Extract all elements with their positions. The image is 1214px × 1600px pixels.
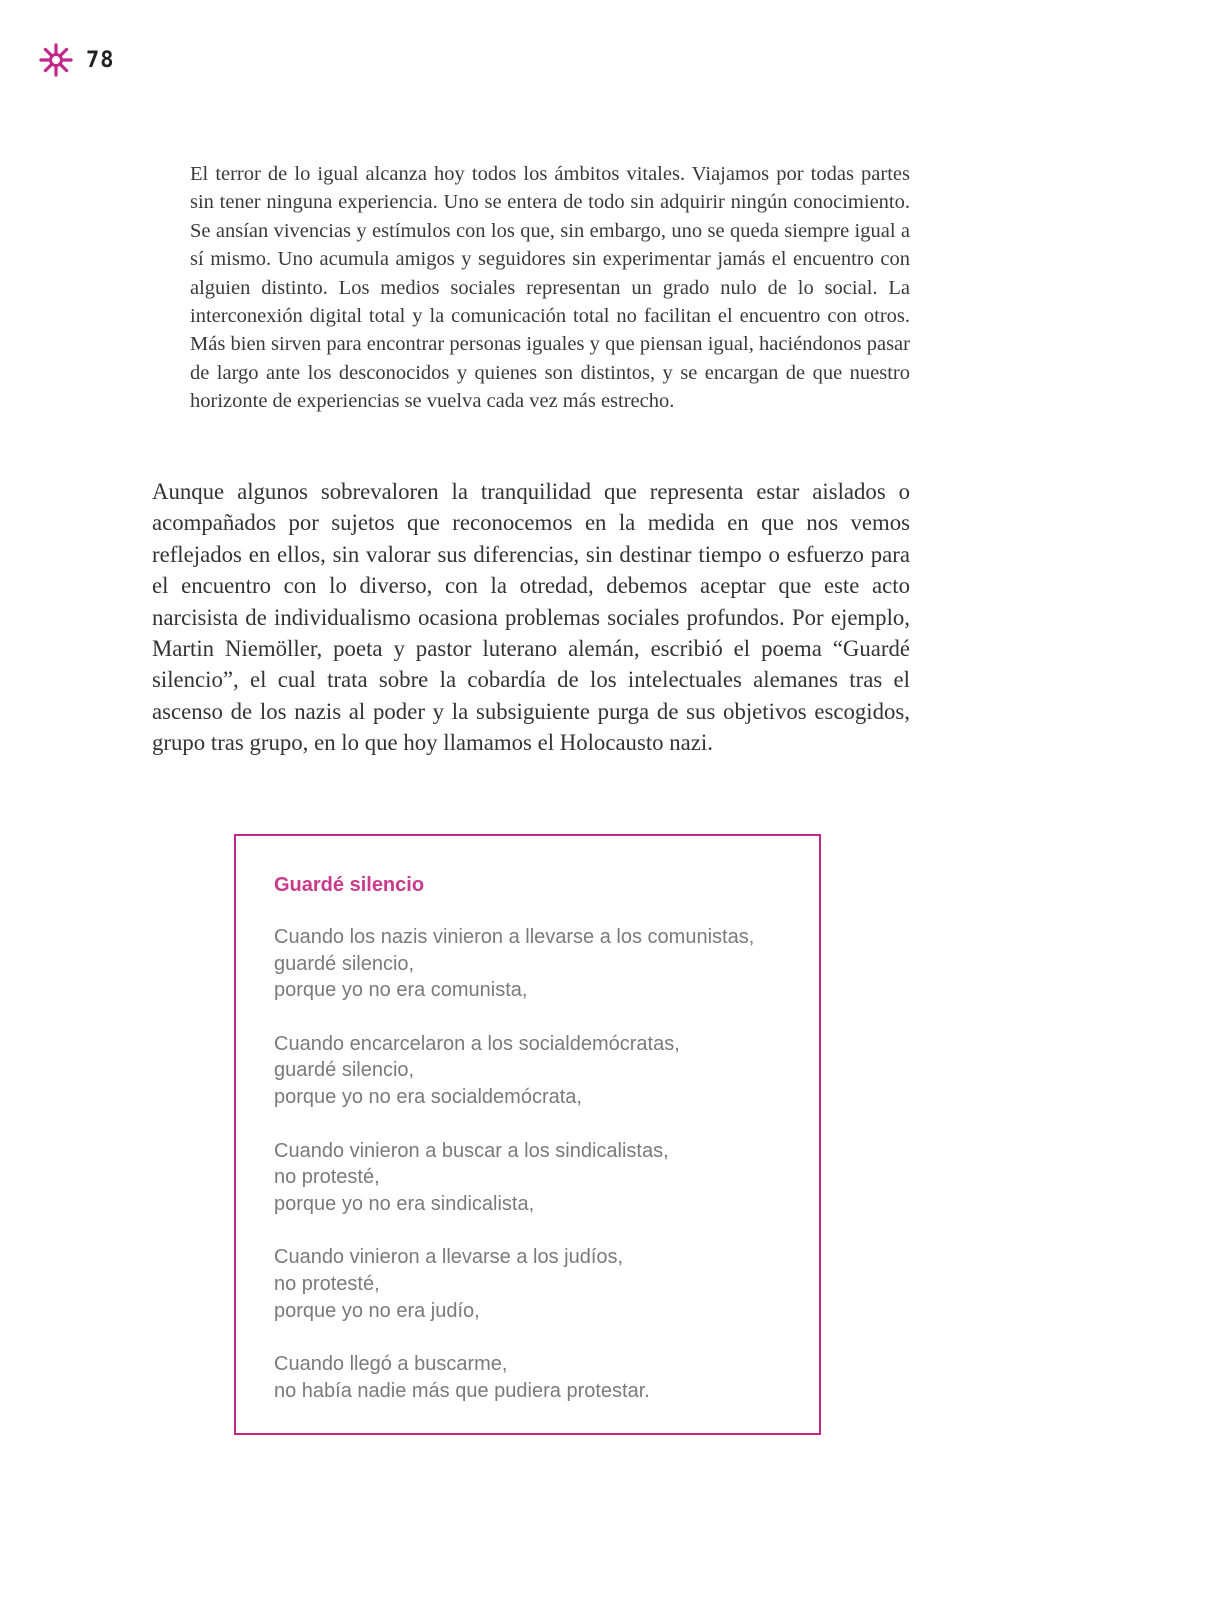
poem-line: porque yo no era judío, xyxy=(274,1299,480,1322)
poem-line: guardé silencio, xyxy=(274,952,415,975)
poem-line: Cuando vinieron a llevarse a los judíos, xyxy=(274,1246,624,1269)
poem-stanza xyxy=(274,1244,781,1324)
poem-line: guardé silencio, xyxy=(274,1059,415,1082)
poem-title: Guardé silencio xyxy=(274,874,425,896)
poem-line: porque yo no era sindicalista, xyxy=(274,1192,535,1215)
poem-line: no protesté, xyxy=(274,1272,380,1295)
page-header xyxy=(38,40,115,80)
poem-line: no había nadie más que pudiera protestar. xyxy=(274,1379,650,1402)
poem-line: Cuando llegó a buscarme, xyxy=(274,1353,508,1376)
poem-stanza xyxy=(274,1031,781,1111)
poem-box xyxy=(234,834,821,1435)
poem-line: Cuando vinieron a buscar a los sindicalistas, xyxy=(274,1139,669,1162)
page-number: 78 xyxy=(86,47,115,73)
poem-stanza xyxy=(274,1138,781,1218)
poem-line: porque yo no era comunista, xyxy=(274,979,528,1002)
poem-line: Cuando los nazis vinieron a llevarse a los comunistas, xyxy=(274,926,755,948)
block-quote xyxy=(190,160,910,416)
quote-text: El terror de lo igual alcanza hoy todos los ámbitos vitales. Viajamos por todas partes sin tener ninguna experiencia. Uno se entera de todo sin adquirir ningún conocimiento. Se ansían vivencias y estímulos con los que, sin embargo, uno se queda siempre igual a sí mismo. Uno acumula amigos y seguidores sin experimentar jamás el encuentro con alguien distinto. Los medios sociales representan un grado nulo de lo social. La interconexión digital total y la comunicación total no facilitan el encuentro con otros. Más bien sirven para encontrar personas iguales y que piensan igual, haciéndonos pasar de largo ante los desconocidos y quienes son distintos, y se encargan de que nuestro horizonte de experiencias se vuelva cada vez más estrecho. xyxy=(190,163,910,413)
poem-line: no protesté, xyxy=(274,1166,380,1189)
poem-line: Cuando encarcelaron a los socialdemócratas, xyxy=(274,1032,680,1055)
body-paragraph-text: Aunque algunos sobrevaloren la tranquilidad que representa estar aislados o acompañados por sujetos que reconocemos en la medida en que nos vemos reflejados en ellos, sin valorar sus diferencias, sin destinar tiempo o esfuerzo para el encuentro con lo diverso, con la otredad, debemos aceptar que este acto narcisista de individualismo ocasiona problemas sociales profundos. Por ejemplo, Martin Niemöller, poeta y pastor luterano alemán, escribió el poema “Guardé silencio”, el cual trata sobre la cobardía de los intelectuales alemanes tras el ascenso de los nazis al poder y la subsiguiente purga de sus objetivos escogidos, grupo tras grupo, en lo que hoy llamamos el Holocausto nazi. xyxy=(152,479,910,756)
poem-line: porque yo no era socialdemócrata, xyxy=(274,1085,582,1108)
poem-stanza xyxy=(274,1351,781,1404)
asterisk-icon xyxy=(38,42,74,78)
body-paragraph xyxy=(152,476,910,759)
poem-stanza xyxy=(274,924,781,1004)
